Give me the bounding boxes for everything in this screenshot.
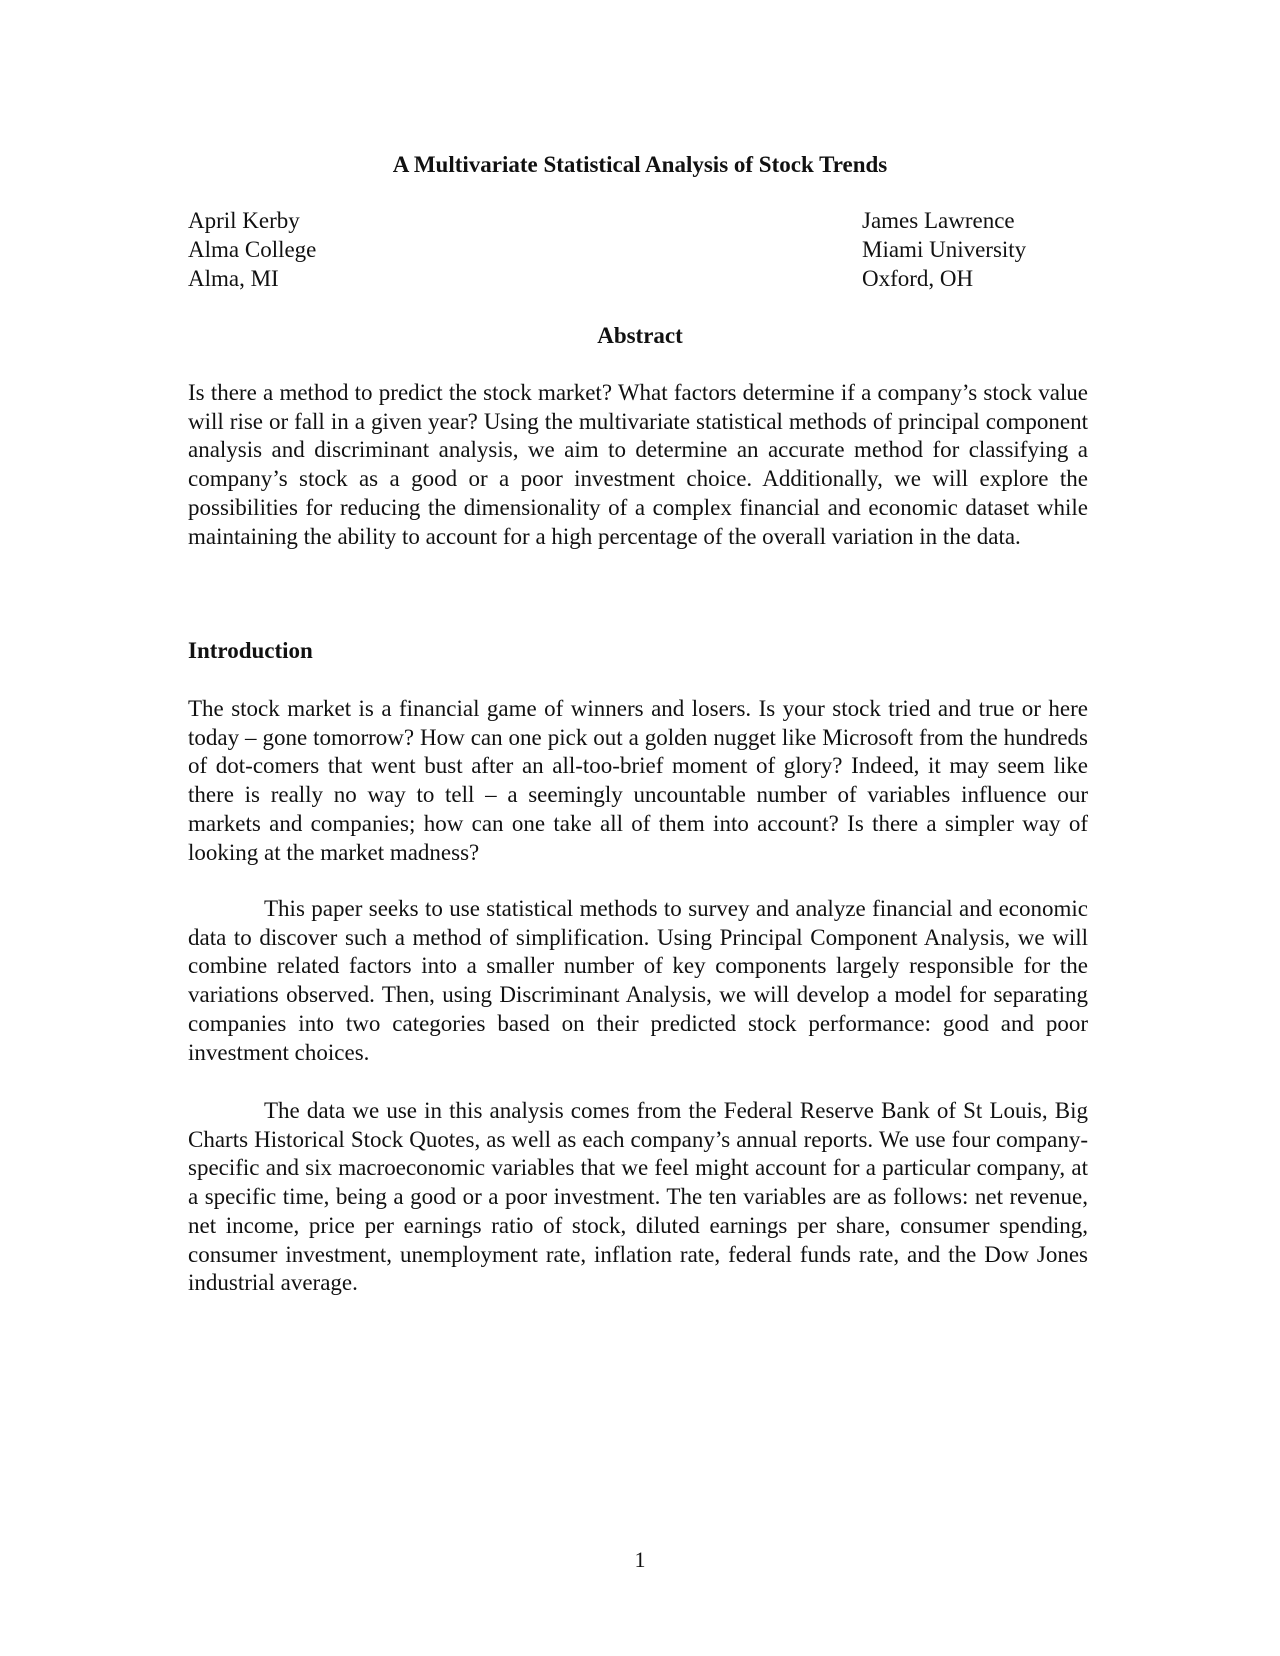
introduction-paragraph-3: The data we use in this analysis comes from the Federal Reserve Bank of St Louis, Big Charts Historical Stock Quotes, as well as each company’s annual reports. We use four company-specific and six macroeconomic variables that we feel might account for a particular company, at a specific time, being a good or a poor investment. The ten variables are as follows: net revenue, net income, price per earnings ratio of stock, diluted earnings per share, consumer spending, consumer investment, unemployment rate, inflation rate, federal funds rate, and the Dow Jones industrial average. — [188, 1098, 1088, 1296]
introduction-paragraph-2: This paper seeks to use statistical methods to survey and analyze financial and economic data to discover such a method of simplification. Using Principal Component Analysis, we will combine related factors into a smaller number of key components largely responsible for the variations observed. Then, using Discriminant Analysis, we will develop a model for separating companies into two categories based on their predicted stock performance: good and poor investment choices. — [188, 896, 1088, 1065]
paper-title: A Multivariate Statistical Analysis of Stock Trends — [392, 152, 888, 177]
author-block-1 — [188, 206, 316, 293]
author-affiliation: Alma College — [188, 237, 317, 262]
author-name: James Lawrence — [862, 208, 1015, 233]
author-location: Alma, MI — [188, 266, 279, 291]
page-number: 1 — [634, 1547, 646, 1572]
author-location: Oxford, OH — [862, 266, 974, 291]
introduction-heading: Introduction — [188, 638, 313, 663]
abstract-heading: Abstract — [597, 323, 683, 348]
author-affiliation: Miami University — [862, 237, 1027, 262]
author-block-2 — [862, 206, 1026, 293]
author-name: April Kerby — [188, 208, 300, 233]
introduction-paragraph-1: The stock market is a financial game of winners and losers. Is your stock tried and true or here today – gone tomorrow? How can one pick out a golden nugget like Microsoft from the hundreds of dot-comers that went bust after an all-too-brief moment of glory? Indeed, it may seem like there is really no way to tell – a seemingly uncountable number of variables influence our markets and companies; how can one take all of them into account? Is there a simpler way of looking at the market madness? — [188, 696, 1088, 865]
abstract-paragraph: Is there a method to predict the stock market? What factors determine if a company’s stock value will rise or fall in a given year? Using the multivariate statistical methods of principal component analysis and discriminant analysis, we aim to determine an accurate method for classifying a company’s stock as a good or a poor investment choice. Additionally, we will explore the possibilities for reducing the dimensionality of a complex financial and economic dataset while maintaining the ability to account for a high percentage of the overall variation in the data. — [188, 380, 1088, 549]
